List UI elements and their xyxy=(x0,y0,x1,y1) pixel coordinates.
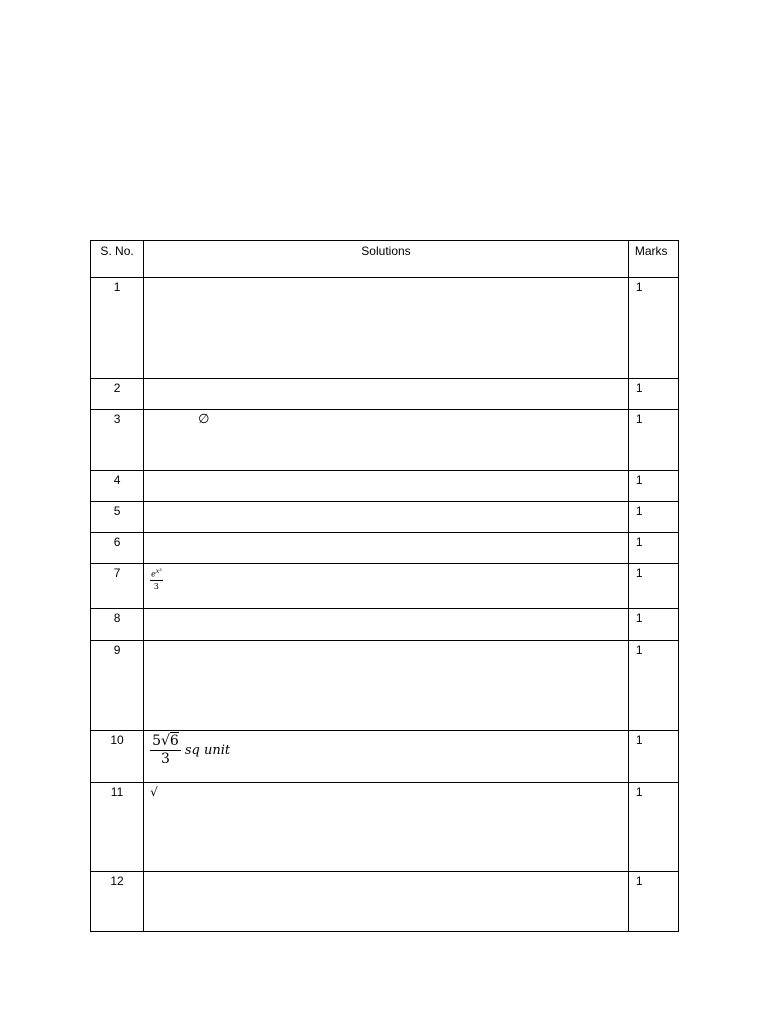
solution-cell xyxy=(144,533,629,564)
serial-number: 8 xyxy=(91,609,144,641)
serial-number: 2 xyxy=(91,379,144,410)
table-row xyxy=(91,641,679,731)
fraction-denominator: 3 xyxy=(161,751,170,767)
solution-cell xyxy=(144,783,629,872)
marks-cell: 1 xyxy=(628,502,678,533)
table-row xyxy=(91,533,679,564)
sqrt-symbol: √ xyxy=(150,785,158,799)
serial-number: 4 xyxy=(91,471,144,502)
marks-cell: 1 xyxy=(628,471,678,502)
table-row xyxy=(91,609,679,641)
solution-cell xyxy=(144,609,629,641)
table-row xyxy=(91,564,679,609)
table-row xyxy=(91,410,679,471)
table-row xyxy=(91,379,679,410)
serial-number: 7 xyxy=(91,564,144,609)
solution-cell xyxy=(144,502,629,533)
coefficient: 5 xyxy=(152,733,161,749)
radical-sign: √ xyxy=(161,733,170,749)
serial-number: 1 xyxy=(91,278,144,379)
marks-cell: 1 xyxy=(628,533,678,564)
unit-label: sq unit xyxy=(184,743,231,758)
marks-cell: 1 xyxy=(628,278,678,379)
solution-cell xyxy=(144,731,629,783)
marks-cell: 1 xyxy=(628,783,678,872)
header-row xyxy=(91,241,679,278)
fraction-expression xyxy=(150,733,181,768)
marks-cell: 1 xyxy=(628,410,678,471)
marks-cell: 1 xyxy=(628,564,678,609)
fraction-denominator: 3 xyxy=(153,581,159,591)
marks-cell: 1 xyxy=(628,731,678,783)
table-row xyxy=(91,278,679,379)
fraction-numerator xyxy=(150,733,181,751)
marks-cell: 1 xyxy=(628,609,678,641)
serial-number: 10 xyxy=(91,731,144,783)
serial-number: 5 xyxy=(91,502,144,533)
marks-cell: 1 xyxy=(628,641,678,731)
table-row xyxy=(91,471,679,502)
solution-cell xyxy=(144,278,629,379)
serial-number: 6 xyxy=(91,533,144,564)
radicand: 6 xyxy=(169,733,179,749)
header-sno: S. No. xyxy=(91,241,144,278)
table-row xyxy=(91,783,679,872)
solution-cell xyxy=(144,641,629,731)
solution-cell xyxy=(144,564,629,609)
marks-cell: 1 xyxy=(628,872,678,932)
table-row xyxy=(91,502,679,533)
table-row xyxy=(91,872,679,932)
serial-number: 12 xyxy=(91,872,144,932)
solution-cell xyxy=(144,872,629,932)
exp-power: x³ xyxy=(155,568,162,575)
header-marks: Marks xyxy=(628,241,678,278)
serial-number: 3 xyxy=(91,410,144,471)
header-solutions: Solutions xyxy=(144,241,629,278)
solutions-table xyxy=(90,240,679,932)
solution-cell xyxy=(144,471,629,502)
fraction-numerator xyxy=(150,567,163,581)
fraction-expression xyxy=(150,567,163,592)
solution-cell xyxy=(144,410,629,471)
marks-cell: 1 xyxy=(628,379,678,410)
solution-cell xyxy=(144,379,629,410)
serial-number: 11 xyxy=(91,783,144,872)
exp-base: e xyxy=(151,569,156,579)
table-row xyxy=(91,731,679,783)
empty-set-symbol: ∅ xyxy=(198,412,210,427)
serial-number: 9 xyxy=(91,641,144,731)
